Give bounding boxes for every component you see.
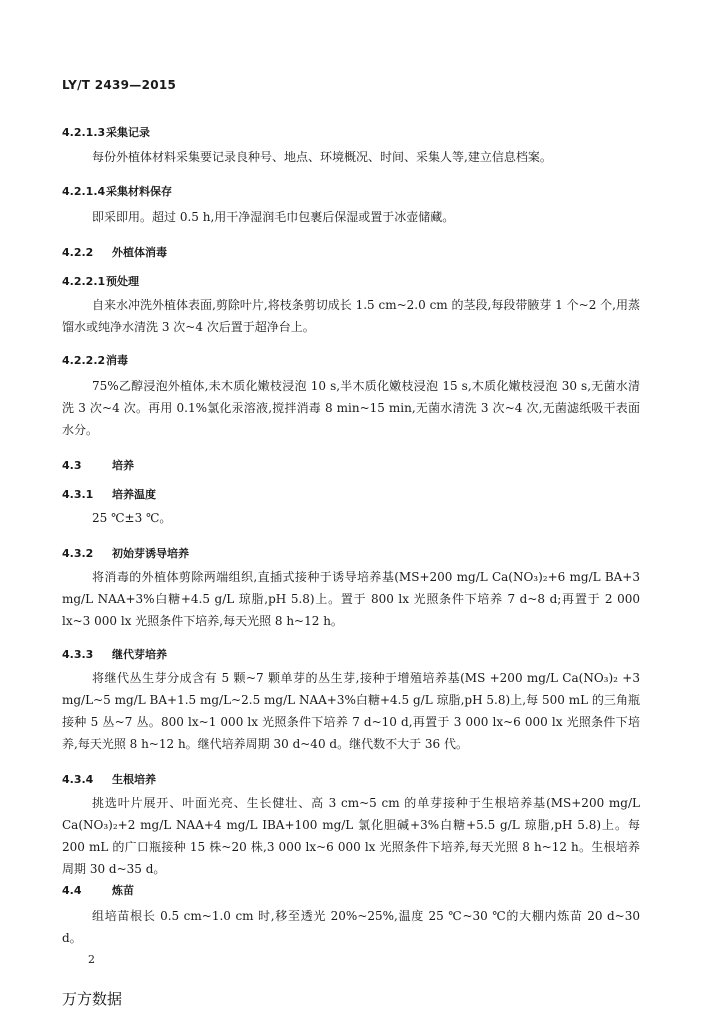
section-title: 消毒 [106,354,128,367]
section-title: 采集记录 [106,126,150,139]
paragraph-pretreatment: 自来水冲洗外植体表面,剪除叶片,将枝条剪切成长 1.5 cm~2.0 cm 的茎段,每段带腋芽 1 个~2 个,用蒸馏水或纯净水清洗 3 次~4 次后置于超净台上。 [62,298,640,334]
section-title: 炼苗 [112,884,134,897]
section-heading-4-2-1-4 [62,183,172,199]
section-title: 继代芽培养 [112,648,167,661]
section-heading-4-3-2 [62,545,189,561]
section-number: 4.4 [62,884,82,897]
paragraph-disinfection: 75%乙醇浸泡外植体,未木质化嫩枝浸泡 10 s,半木质化嫩枝浸泡 15 s,木质化嫩枝浸泡 30 s,无菌水清洗 3 次~4 次。再用 0.1%氯化汞溶液,搅拌消毒 8 min~15 min,无菌水清洗 3 次~4 次,无菌滤纸吸干表面水分。 [62,379,640,437]
section-title: 采集材料保存 [106,185,172,198]
section-title: 外植体消毒 [112,246,167,259]
section-heading-4-2-2-2 [62,352,128,368]
paragraph-seedling-hardening: 组培苗根长 0.5 cm~1.0 cm 时,移至透光 20%~25%,温度 25 ℃~30 ℃的大棚内炼苗 20 d~30 d。 [62,909,640,945]
standard-number: LY/T 2439—2015 [62,78,177,92]
paragraph-collection-record: 每份外植体材料采集要记录良种号、地点、环境概况、时间、采集人等,建立信息档案。 [92,150,552,164]
paragraph-subculture-bud: 将继代丛生芽分成含有 5 颗~7 颗单芽的丛生芽,接种于增殖培养基(MS +200 mg/L Ca(NO₃)₂ +3 mg/L~5 mg/L BA+1.5 mg/L~2.5 mg/L NAA+3%白糖+4.5 g/L 琼脂,pH 5.8)上,每 500 mL 的三角瓶接种 5 丛~7 丛。800 lx~1 000 lx 光照条件下培养 7 d~10 d,再置于 3 000 lx~6 000 lx 光照条件下培养,每天光照 8 h~12 h。继代培养周期 30 d~40 d。继代数不大于 36 代。 [62,671,640,751]
section-heading-4-3-3 [62,646,167,662]
section-heading-4-2-2-1 [62,273,139,289]
paragraph-initial-bud-induction: 将消毒的外植体剪除两端组织,直插式接种于诱导培养基(MS+200 mg/L Ca(NO₃)₂+6 mg/L BA+3 mg/L NAA+3%白糖+4.5 g/L 琼脂,pH 5.8)上。置于 800 lx 光照条件下培养 7 d~8 d;再置于 2 000 lx~3 000 lx 光照条件下培养,每天光照 8 h~12 h。 [62,570,640,628]
section-number: 4.3 [62,459,82,472]
section-heading-4-2-2 [62,244,167,260]
section-title: 初始芽诱导培养 [112,547,189,560]
section-heading-4-2-1-3 [62,124,150,140]
section-heading-4-3-1 [62,486,156,502]
section-title: 预处理 [106,275,139,288]
database-watermark: 万方数据 [62,990,123,1008]
section-number: 4.3.2 [62,547,94,560]
section-heading-4-4 [62,882,134,898]
section-number: 4.3.3 [62,648,94,661]
section-title: 培养 [112,459,134,472]
section-number: 4.2.1.4 [62,185,106,198]
paragraph-culture-temperature: 25 ℃±3 ℃。 [92,511,172,525]
section-heading-4-3-4 [62,771,156,787]
section-title: 培养温度 [112,488,156,501]
section-heading-4-3 [62,457,134,473]
paragraph-material-storage: 即采即用。超过 0.5 h,用干净湿润毛巾包裹后保湿或置于冰壶储藏。 [92,210,455,224]
section-number: 4.2.2 [62,246,94,259]
section-title: 生根培养 [112,773,156,786]
section-number: 4.2.1.3 [62,126,106,139]
section-number: 4.3.1 [62,488,94,501]
section-number: 4.3.4 [62,773,94,786]
section-number: 4.2.2.1 [62,275,106,288]
section-number: 4.2.2.2 [62,354,106,367]
page-number: 2 [88,953,95,966]
paragraph-rooting-culture: 挑选叶片展开、叶面光亮、生长健壮、高 3 cm~5 cm 的单芽接种于生根培养基(MS+200 mg/L Ca(NO₃)₂+2 mg/L NAA+4 mg/L IBA+100 mg/L 氯化胆碱+3%白糖+5.5 g/L 琼脂,pH 5.8)上。每 200 mL 的广口瓶接种 15 株~20 株,3 000 lx~6 000 lx 光照条件下培养,每天光照 8 h~12 h。生根培养周期 30 d~35 d。 [62,796,640,876]
